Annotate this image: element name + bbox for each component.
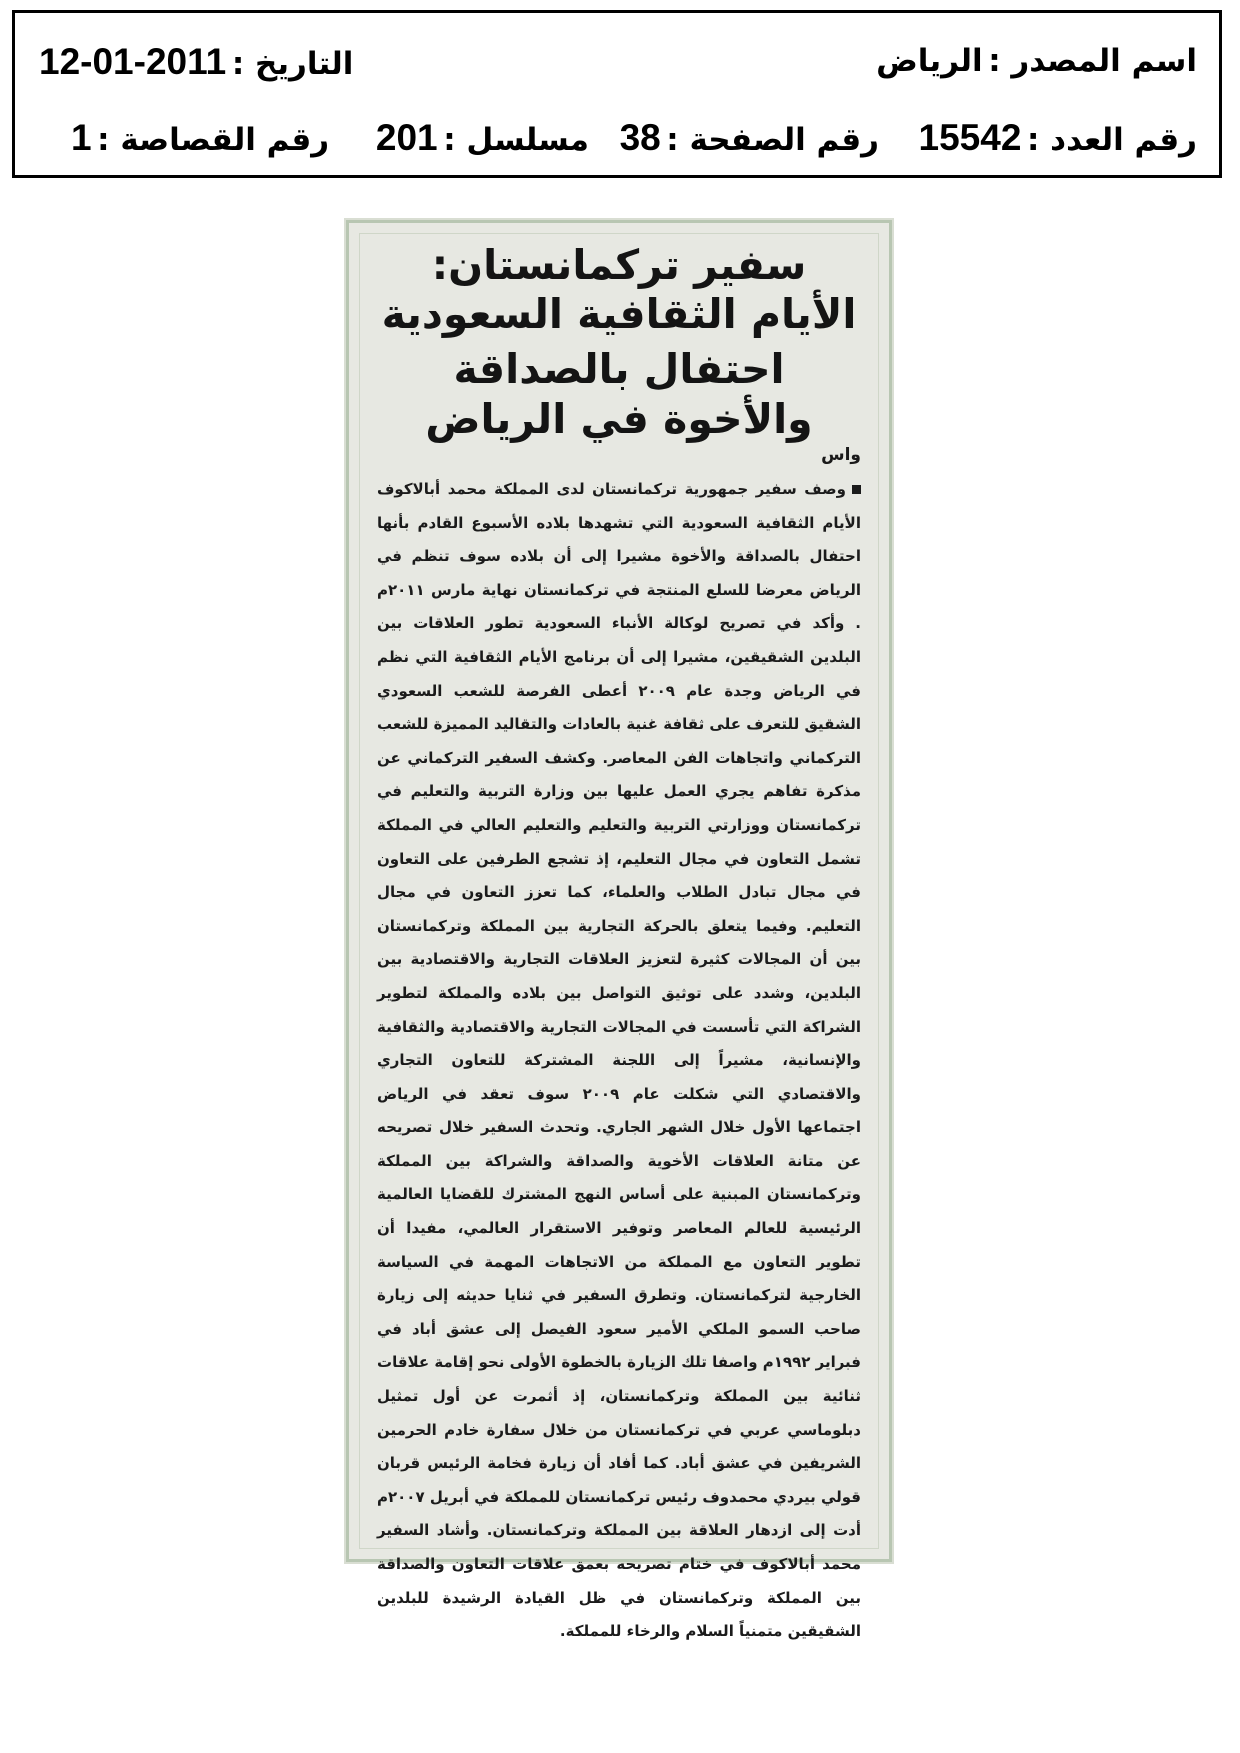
article-headline bbox=[379, 241, 859, 444]
serial-value: 201 bbox=[375, 117, 438, 158]
clipping-value: 1 bbox=[71, 117, 92, 158]
newspaper-clipping bbox=[346, 220, 892, 1641]
clipping-header bbox=[12, 10, 1222, 178]
headline-line-2: احتفال بالصداقة والأخوة في الرياض bbox=[425, 345, 813, 443]
article-body-text: وصف سفير جمهورية تركمانستان لدى المملكة محمد أبالاكوف الأيام الثقافية السعودية التي تشهدها بلاده الأسبوع القادم بأنها احتفال بالصداقة والأخوة مشيرا إلى أن بلاده سوف تنظم في الرياض معرضا للسلع المنتجة في تركمانستان نهاية مارس ٢٠١١م . وأكد في تصريح لوكالة الأنباء السعودية تطور العلاقات بين البلدين الشقيقين، مشيرا إلى أن برنامج الأيام الثقافية التي نظم في الرياض وجدة عام ٢٠٠٩ أعطى الفرصة للشعب السعودي الشقيق للتعرف على ثقافة غنية بالعادات والتقاليد المميزة للشعب التركماني واتجاهات الفن المعاصر. وكشف السفير التركماني عن مذكرة تفاهم يجري العمل عليها بين وزارة التربية والتعليم في تركمانستان ووزارتي التربية والتعليم والتعليم العالي في المملكة تشمل التعاون في مجال التعليم، إذ تشجع الطرفين على التعاون في مجال تبادل الطلاب والعلماء، كما تعزز التعاون في مجال التعليم. وفيما يتعلق بالحركة التجارية بين المملكة وتركمانستان بين أن المجالات كثيرة لتعزيز العلاقات التجارية والاقتصادية بين البلدين، وشدد على توثيق التواصل بين بلاده والمملكة لتطوير الشراكة التي تأسست في المجالات التجارية والاقتصادية والثقافية والإنسانية، مشيراً إلى اللجنة المشتركة للتعاون التجاري والاقتصادي التي شكلت عام ٢٠٠٩ سوف تعقد في الرياض اجتماعها الأول خلال الشهر الجاري. وتحدث السفير خلال تصريحه عن متانة العلاقات الأخوية والصداقة والشراكة بين المملكة وتركمانستان المبنية على أساس النهج المشترك للقضايا العالمية الرئيسية للعالم المعاصر وتوفير الاستقرار العالمي، مفيدا أن تطوير التعاون مع المملكة من الاتجاهات المهمة في السياسة الخارجية لتركمانستان. وتطرق السفير في ثنايا حديثه إلى زيارة صاحب السمو الملكي الأمير سعود الفيصل إلى عشق أباد في فبراير ١٩٩٢م واصفا تلك الزيارة بالخطوة الأولى نحو إقامة علاقات ثنائية بين المملكة وتركمانستان، إذ أثمرت عن أول تمثيل دبلوماسي عربي في تركمانستان من خلال سفارة خادم الحرمين الشريفين في عشق أباد. كما أفاد أن زيارة فخامة الرئيس قربان قولي بيردي محمدوف رئيس تركمانستان للمملكة في أبريل ٢٠٠٧م أدت إلى ازدهار العلاقة بين المملكة وتركمانستان. وأشاد السفير محمد أبالاكوف في ختام تصريحه بعمق علاقات التعاون والصداقة بين المملكة وتركمانستان في ظل القيادة الرشيدة للبلدين الشقيقين متمنياً السلام والرخاء للمملكة. bbox=[376, 480, 862, 1641]
source-value: الرياض bbox=[876, 43, 983, 79]
headline-line-1: سفير تركمانستان: الأيام الثقافية السعودية bbox=[381, 241, 857, 339]
source-field bbox=[876, 43, 1197, 79]
date-value: 2011-01-12 bbox=[39, 41, 227, 82]
date-label: التاريخ : bbox=[231, 46, 354, 82]
bullet-square-icon bbox=[852, 485, 861, 494]
date-field bbox=[39, 41, 353, 83]
issue-value: 15542 bbox=[918, 117, 1022, 158]
article-body bbox=[376, 473, 862, 1641]
page-field bbox=[620, 117, 879, 159]
issue-label: رقم العدد : bbox=[1026, 122, 1197, 158]
article-source: واس bbox=[821, 445, 861, 465]
serial-field bbox=[376, 117, 589, 159]
clipping-field bbox=[71, 117, 329, 159]
page-value: 38 bbox=[619, 117, 661, 158]
clipping-label: رقم القصاصة : bbox=[97, 122, 330, 158]
issue-field bbox=[919, 117, 1197, 159]
serial-label: مسلسل : bbox=[443, 122, 589, 158]
source-label: اسم المصدر : bbox=[988, 43, 1197, 79]
page-label: رقم الصفحة : bbox=[666, 122, 879, 158]
